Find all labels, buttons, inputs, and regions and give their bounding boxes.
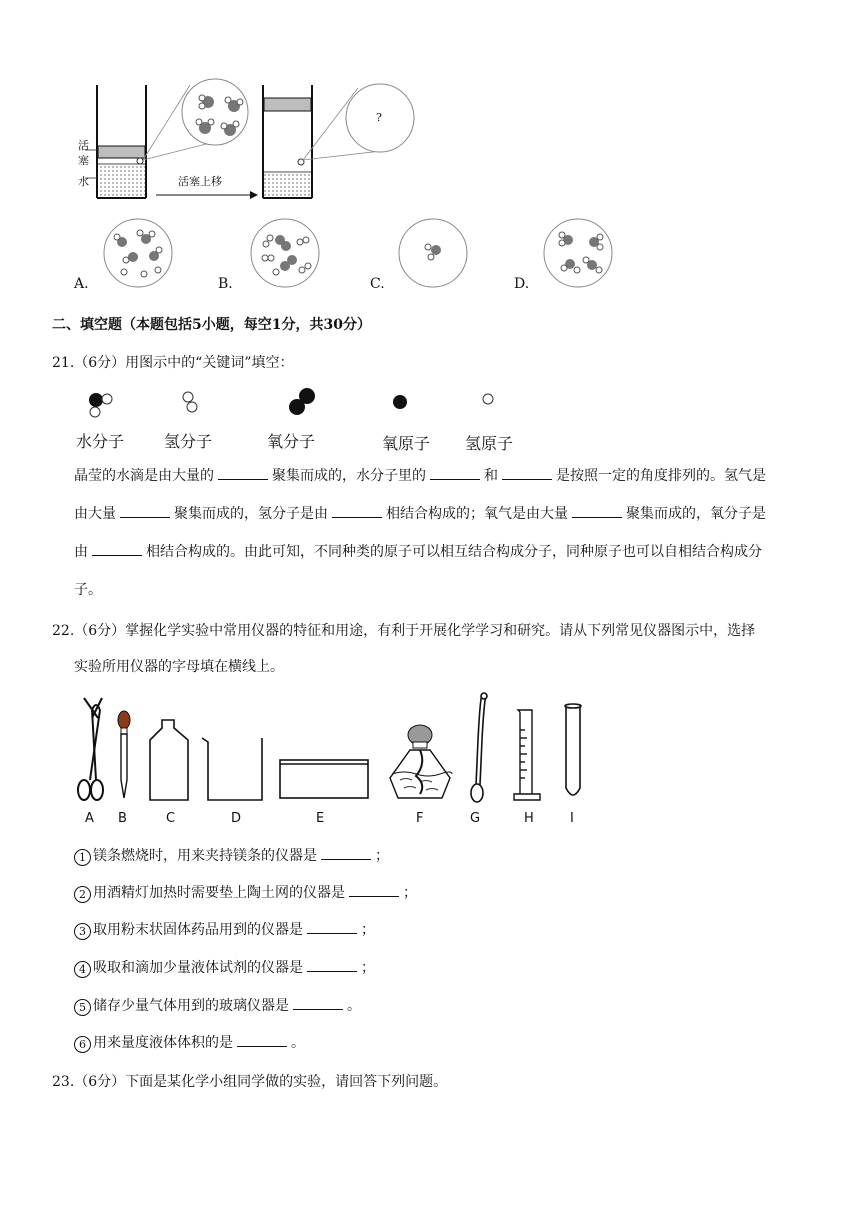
legend-hydrogen-atom: 氢原子 xyxy=(465,434,514,453)
item-text: 吸取和滴加少量液体试剂的仪器是 xyxy=(93,960,303,976)
option-c-label: C. xyxy=(370,276,385,292)
instrument-label-b: B xyxy=(118,811,127,826)
text: 由大量 xyxy=(74,506,116,522)
instrument-label-i: I xyxy=(570,811,574,826)
item-end: ； xyxy=(375,848,389,864)
option-c-molecules xyxy=(399,219,467,287)
q22-item-6 xyxy=(74,1032,305,1053)
item-text: 镁条燃烧时，用来夹持镁条的仪器是 xyxy=(93,848,317,864)
option-d-label: D. xyxy=(514,276,530,292)
blank-4[interactable] xyxy=(120,503,170,518)
question-mark: ? xyxy=(376,111,382,124)
answer-blank[interactable] xyxy=(321,845,371,860)
hydrogen-atom-icon xyxy=(483,394,493,404)
instrument-label-f: F xyxy=(416,811,424,826)
graduated-cylinder-icon xyxy=(514,710,540,800)
piston-label-1: 活 xyxy=(78,139,89,152)
section-title: 二、填空题（本题包括5小题，每空1分，共30分） xyxy=(52,317,371,333)
piston-figure xyxy=(60,70,640,300)
answer-blank[interactable] xyxy=(349,882,399,897)
item-text: 储存少量气体用到的玻璃仪器是 xyxy=(93,998,289,1014)
item-number: 2 xyxy=(74,886,91,903)
text: 相结合构成的。由此可知，不同种类的原子可以相互结合构成分子，同种原子也可以自相结合构成分 xyxy=(146,544,762,560)
legend-oxygen-atom: 氧原子 xyxy=(382,434,431,453)
option-b-molecules xyxy=(251,219,319,287)
q21-stem: 21.（6分）用图示中的“关键词”填空： xyxy=(52,355,294,371)
water-label: 水 xyxy=(78,175,89,188)
option-d-molecules xyxy=(544,219,612,287)
dropper-icon xyxy=(118,711,130,798)
instrument-label-e: E xyxy=(316,811,325,826)
q22-item-3 xyxy=(74,919,375,940)
option-a-molecules xyxy=(104,219,172,287)
q21-line-1 xyxy=(74,457,766,495)
item-end: 。 xyxy=(347,998,361,1014)
q22-item-5 xyxy=(74,995,361,1016)
text: 是按照一定的角度排列的。氢气是 xyxy=(556,468,766,484)
item-text: 用来量度液体体积的是 xyxy=(93,1035,233,1051)
answer-blank[interactable] xyxy=(293,995,343,1010)
item-text: 取用粉末状固体药品用到的仪器是 xyxy=(93,922,303,938)
text: 和 xyxy=(484,468,498,484)
move-arrow xyxy=(156,191,258,199)
text: 相结合构成的；氧气是由大量 xyxy=(386,506,568,522)
item-end: 。 xyxy=(291,1035,305,1051)
blank-2[interactable] xyxy=(430,465,480,480)
answer-blank[interactable] xyxy=(237,1032,287,1047)
instrument-label-d: D xyxy=(231,811,242,826)
text: 聚集而成的，氢分子是由 xyxy=(174,506,328,522)
q21-line-2 xyxy=(74,495,766,533)
crucible-tongs-icon xyxy=(78,698,103,800)
gas-bottle-icon xyxy=(150,720,188,800)
spoon-icon xyxy=(471,693,487,802)
cylinder-right xyxy=(263,85,312,198)
zoom-circle-after xyxy=(303,84,414,160)
arrow-label: 活塞上移 xyxy=(178,175,222,188)
cylinder-left xyxy=(85,85,146,198)
item-text: 用酒精灯加热时需要垫上陶土网的仪器是 xyxy=(93,885,345,901)
answer-blank[interactable] xyxy=(307,919,357,934)
item-end: ； xyxy=(361,922,375,938)
q22-item-1 xyxy=(74,845,389,866)
beaker-icon xyxy=(202,738,262,800)
legend-hydrogen-molecule: 氢分子 xyxy=(164,432,213,451)
blank-6[interactable] xyxy=(572,503,622,518)
option-a-label: A. xyxy=(74,276,89,292)
text: 聚集而成的，氧分子是 xyxy=(626,506,766,522)
piston-label-2: 塞 xyxy=(78,154,89,167)
hydrogen-molecule-icon xyxy=(183,392,197,412)
q21-line-3 xyxy=(74,533,762,571)
item-number: 1 xyxy=(74,849,91,866)
q22-item-4 xyxy=(74,957,375,978)
oxygen-molecule-icon xyxy=(289,388,315,415)
zoom-circle-before xyxy=(143,79,248,160)
text: 由 xyxy=(74,544,88,560)
text: 晶莹的水滴是由大量的 xyxy=(74,468,214,484)
instrument-label-c: C xyxy=(166,811,176,826)
text: 聚集而成的，水分子里的 xyxy=(272,468,426,484)
q22-stem-1: 22.（6分）掌握化学实验中常用仪器的特征和用途，有利于开展化学学习和研究。请从下列常见仪器图示中，选择 xyxy=(52,623,756,639)
item-number: 6 xyxy=(74,1036,91,1053)
blank-7[interactable] xyxy=(92,541,142,556)
instrument-label-h: H xyxy=(524,811,534,826)
legend-water-molecule: 水分子 xyxy=(76,432,125,451)
water-molecule-icon xyxy=(89,393,112,417)
item-end: ； xyxy=(361,960,375,976)
answer-blank[interactable] xyxy=(307,957,357,972)
blank-5[interactable] xyxy=(332,503,382,518)
item-number: 5 xyxy=(74,999,91,1016)
q23-stem: 23.（6分）下面是某化学小组同学做的实验，请回答下列问题。 xyxy=(52,1074,448,1090)
alcohol-lamp-icon xyxy=(390,725,452,798)
blank-1[interactable] xyxy=(218,465,268,480)
oxygen-atom-icon xyxy=(393,395,407,409)
option-b-label: B. xyxy=(218,276,233,292)
item-number: 4 xyxy=(74,961,91,978)
legend-oxygen-molecule: 氧分子 xyxy=(267,432,316,451)
q21-legend-graphics xyxy=(70,385,530,425)
q22-stem-2: 实验所用仪器的字母填在横线上。 xyxy=(74,659,284,675)
q22-item-2 xyxy=(74,882,417,903)
instrument-label-g: G xyxy=(470,811,481,826)
item-end: ； xyxy=(403,885,417,901)
instrument-label-a: A xyxy=(85,811,94,826)
trough-icon xyxy=(280,760,368,798)
blank-3[interactable] xyxy=(502,465,552,480)
q21-line-4: 子。 xyxy=(74,582,102,598)
item-number: 3 xyxy=(74,923,91,940)
test-tube-icon xyxy=(565,704,581,795)
instrument-graphics xyxy=(70,690,600,810)
